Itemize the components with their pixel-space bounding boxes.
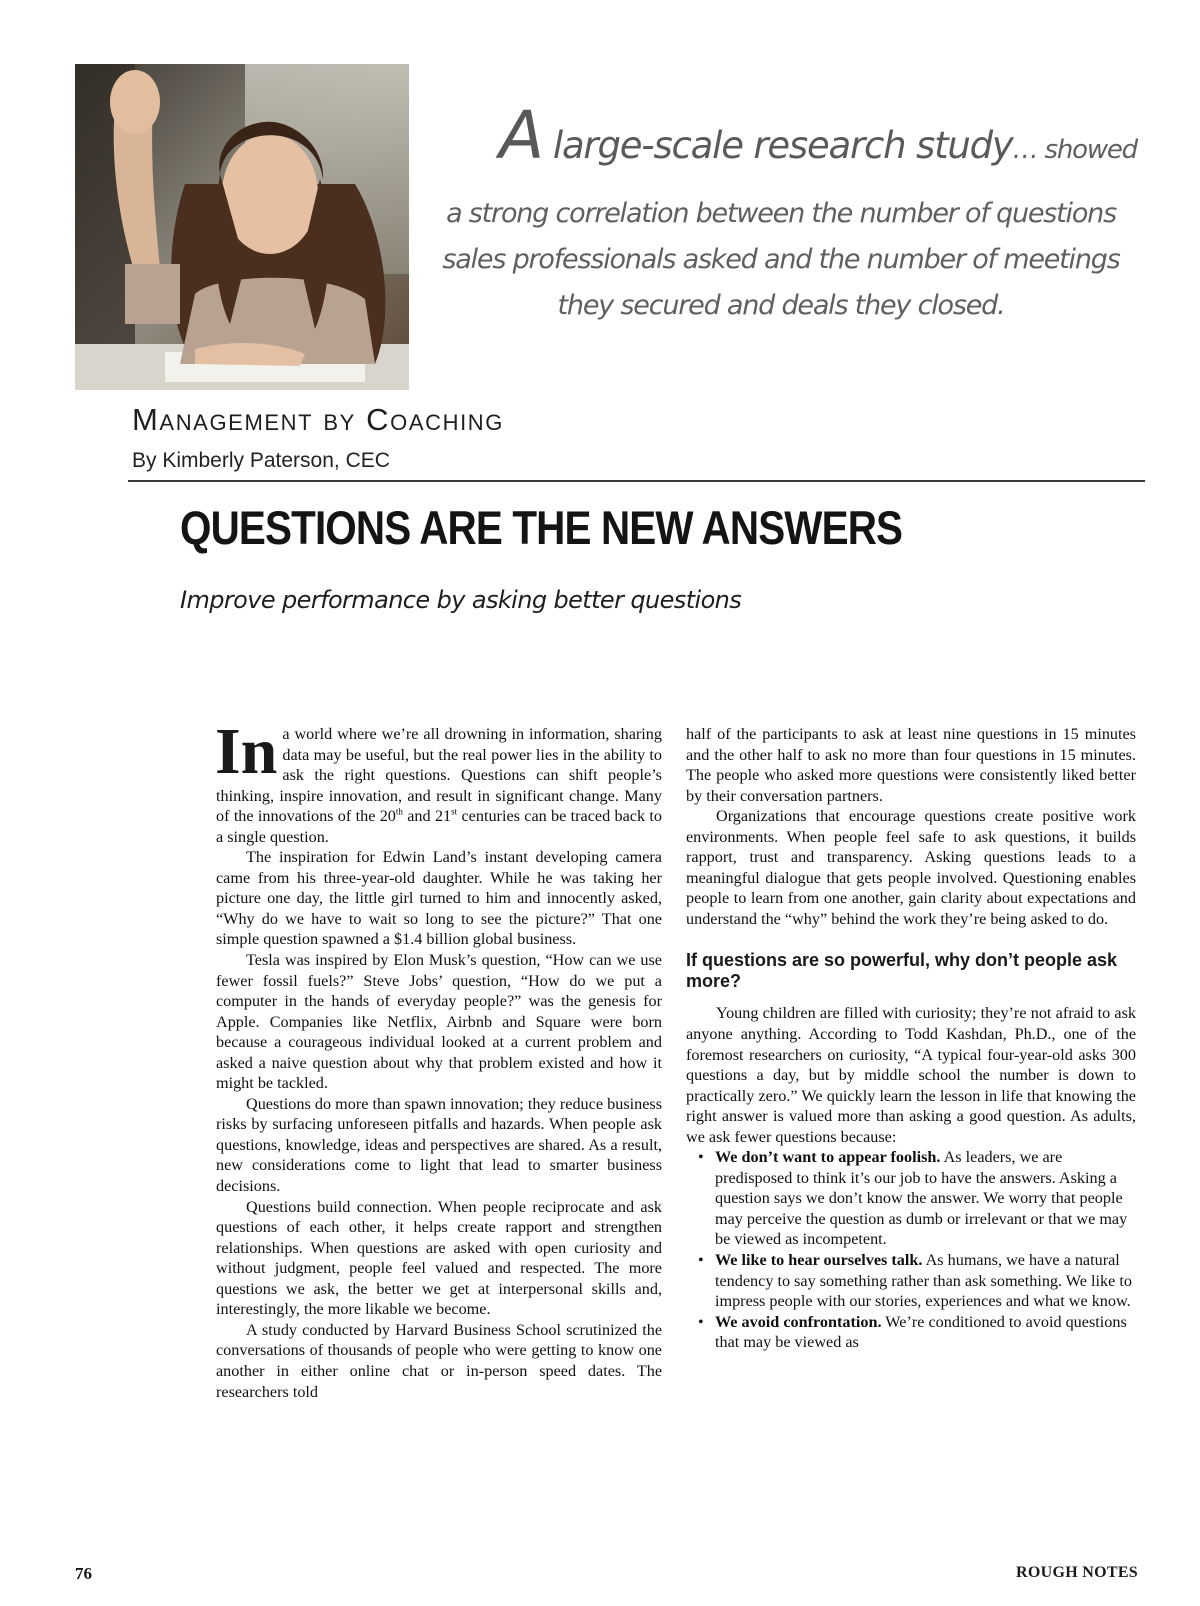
list-item [686,1250,1136,1312]
superscript: th [395,806,403,817]
paragraph: half of the participants to ask at least nine questions in 15 minutes and the other half to ask no more than four questions in 15 minutes. The people who asked more questions were consistently liked better by their conversation partners. [686,725,1136,805]
woman-raising-hand-illustration [75,64,409,390]
paragraph: Tesla was inspired by Elon Musk’s question, “How can we use fewer fossil fuels?” Steve Jobs’ question, “How do we put a computer in the hands of everyday people?” was the genesis for Apple. Companies like Netflix, Airbnb and Square were born because a courageous individual looked at a current problem and asked a naive question about why that problem existed and how it might be tackled. [216,951,662,1093]
hero-photo [75,64,409,390]
list-item-lead: We like to hear ourselves talk. [715,1251,923,1270]
list-item [686,1312,1136,1353]
pull-quote-body: a strong correlation between the number of questions sales professionals asked and the number of meetings they secured and deals they closed. [442,198,1120,321]
superscript: st [451,806,458,817]
list-item-lead: We don’t want to appear foolish. [715,1148,941,1167]
paragraph-text: a world where we’re all drowning in information, sharing data may be useful, but the real power lies in the ability to ask the right questions. Questions can shift people’s thinking, inspire innovation, and result in significant change. Many of the innovations of the 20 [216,725,662,826]
section-heading: If questions are so powerful, why don’t people ask more? [686,950,1118,992]
divider-rule [128,480,1145,482]
pull-quote-ellipsis: … showed [1012,135,1137,165]
left-text-column [215,715,663,1402]
drop-cap: In [215,715,278,788]
pull-quote-first-line [425,98,1137,191]
paragraph: Questions do more than spawn innovation; they reduce business risks by surfacing unforeseen pitfalls and hazards. When people ask questions, knowledge, ideas and perspectives are shared. As a result, new considerations come to light that lead to smarter business decisions. [216,1094,662,1196]
pull-quote-initial: A [499,97,543,174]
list-item [686,1147,1136,1250]
paragraph: The inspiration for Edwin Land’s instant developing camera came from his three-year-old daughter. While he was taking her picture one day, the little girl turned to him and innocently asked, “Why do we have to wait so long to see the picture?” That one simple question spawned a $1.4 billion global business. [216,848,662,949]
paragraph: A study conducted by Harvard Business School scrutinized the conversations of thousands of people who were getting to know one another in either online chat or in-person speed dates. The researchers told [216,1320,662,1401]
paragraph: Organizations that encourage questions create positive work environments. When people feel safe to ask questions, it builds rapport, trust and transparency. Asking questions leads to a meaningful dialogue that gets people involved. Questioning enables people to learn from one another, gain clarity about expectations and understand the “why” behind the work they’re being asked to do. [686,807,1136,928]
article-subhead: Improve performance by asking better questions [180,586,742,614]
paragraph-text: centuries can be traced back to a single question. [216,807,663,846]
right-text-column [686,724,1136,1353]
magazine-name: ROUGH NOTES [1016,1564,1138,1581]
list-item-text: As leaders, we are predisposed to think it’s our job to have the answers. Asking a question says we don’t know the answer. We worry that people may perceive the question as dumb or irrelevant or that we may be viewed as incompetent. [715,1148,1128,1249]
pull-quote [425,98,1137,329]
byline: By Kimberly Paterson, CEC [132,449,390,472]
paragraph-text: and 21 [402,807,452,826]
article-headline: QUESTIONS ARE THE NEW ANSWERS [180,501,903,554]
reasons-list [686,1147,1136,1352]
paragraph: Questions build connection. When people reciprocate and ask questions of each other, it helps create rapport and strengthen relationships. When questions are asked with open curiosity and without judgment, people feel valued and respected. The more questions we ask, the better we get at interpersonal skills and, interestingly, the more likable we become. [216,1197,662,1319]
list-item-text: As humans, we have a natural tendency to say something rather than ask something. We like to impress people with our stories, experiences and what we know. [715,1251,1132,1311]
paragraph: Young children are filled with curiosity; they’re not afraid to ask anyone anything. According to Todd Kashdan, Ph.D., one of the foremost researchers on curiosity, “A typical four-year-old asks 300 questions a day, but by middle school the number is down to practically zero.” We quickly learn the lesson in life that knowing the right answer is valued more than asking a good question. As adults, we ask fewer questions because: [686,1004,1136,1146]
list-item-text: We’re conditioned to avoid questions that may be viewed as [715,1312,1127,1352]
pull-quote-lead: large-scale research study [542,124,1013,167]
column-title: Management by Coaching [132,402,505,437]
paragraph [215,715,663,847]
page-number: 76 [75,1564,92,1583]
list-item-lead: We avoid confrontation. [715,1312,882,1331]
